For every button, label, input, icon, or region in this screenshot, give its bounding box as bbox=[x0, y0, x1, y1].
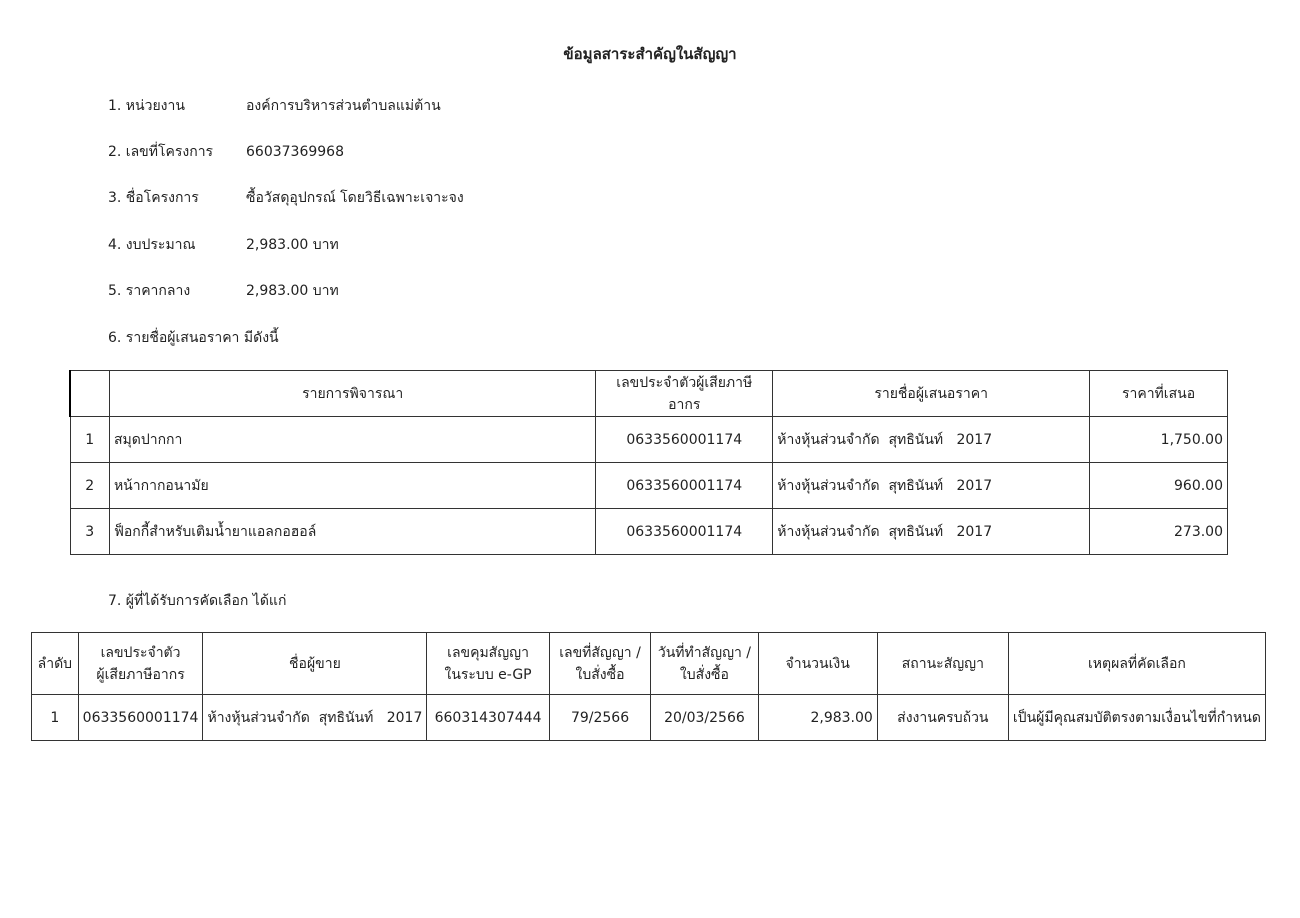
cell-no: 1 bbox=[70, 417, 109, 463]
cell-contract: 79/2566 bbox=[549, 695, 651, 741]
info-value: 2,983.00 บาท bbox=[246, 283, 339, 299]
cell-status: ส่งงานครบถ้วน bbox=[877, 695, 1008, 741]
header-tax-id-line2: ผู้เสียภาษีอากร bbox=[96, 666, 185, 683]
cell-amount: 2,983.00 bbox=[758, 695, 877, 741]
cell-bidder: ห้างหุ้นส่วนจำกัด สุทธินันท์ 2017 bbox=[773, 463, 1090, 509]
header-seller: ชื่อผู้ขาย bbox=[203, 633, 427, 695]
header-tax-id: เลขประจำตัวผู้เสียภาษีอากร bbox=[596, 371, 773, 417]
header-contract bbox=[549, 633, 651, 695]
winner-table bbox=[31, 632, 1266, 741]
header-date bbox=[651, 633, 758, 695]
cell-seller: ห้างหุ้นส่วนจำกัด สุทธินันท์ 2017 bbox=[203, 695, 427, 741]
table-row bbox=[70, 417, 1228, 463]
cell-reason: เป็นผู้มีคุณสมบัติตรงตามเงื่อนไขที่กำหนด bbox=[1008, 695, 1265, 741]
header-egp-line2: ในระบบ e-GP bbox=[444, 666, 532, 683]
winner-heading: 7. ผู้ที่ได้รับการคัดเลือก ได้แก่ bbox=[108, 593, 287, 609]
header-price: ราคาที่เสนอ bbox=[1090, 371, 1228, 417]
info-label: 5. ราคากลาง bbox=[108, 283, 191, 299]
header-tax-id-line1: เลขประจำตัว bbox=[100, 644, 181, 661]
table-row bbox=[70, 509, 1228, 555]
header-reason: เหตุผลที่คัดเลือก bbox=[1008, 633, 1265, 695]
bidders-heading: 6. รายชื่อผู้เสนอราคา มีดังนี้ bbox=[108, 330, 279, 346]
document-title: ข้อมูลสาระสำคัญในสัญญา bbox=[563, 45, 737, 63]
info-label: 2. เลขที่โครงการ bbox=[108, 144, 214, 160]
info-value: ซื้อวัสดุอุปกรณ์ โดยวิธีเฉพาะเจาะจง bbox=[246, 190, 464, 206]
header-egp-line1: เลขคุมสัญญา bbox=[447, 644, 529, 661]
cell-bidder: ห้างหุ้นส่วนจำกัด สุทธินันท์ 2017 bbox=[773, 417, 1090, 463]
info-value: 66037369968 bbox=[246, 144, 344, 160]
header-date-line2: ใบสั่งซื้อ bbox=[679, 666, 729, 683]
cell-no: 1 bbox=[32, 695, 79, 741]
cell-no: 2 bbox=[70, 463, 109, 509]
table-row bbox=[32, 695, 1266, 741]
cell-item: ฟ็อกกี้สำหรับเติมน้ำยาแอลกอฮอล์ bbox=[109, 509, 595, 555]
cell-item: สมุดปากกา bbox=[109, 417, 595, 463]
info-label: 1. หน่วยงาน bbox=[108, 98, 185, 114]
header-status: สถานะสัญญา bbox=[877, 633, 1008, 695]
info-label: 4. งบประมาณ bbox=[108, 237, 196, 253]
cell-price: 273.00 bbox=[1090, 509, 1228, 555]
info-label: 3. ชื่อโครงการ bbox=[108, 190, 199, 206]
header-amount: จำนวนเงิน bbox=[758, 633, 877, 695]
cell-tax-id: 0633560001174 bbox=[78, 695, 203, 741]
cell-price: 960.00 bbox=[1090, 463, 1228, 509]
header-no bbox=[70, 371, 109, 417]
cell-date: 20/03/2566 bbox=[651, 695, 758, 741]
cell-no: 3 bbox=[70, 509, 109, 555]
cell-egp: 660314307444 bbox=[427, 695, 549, 741]
header-tax-id bbox=[78, 633, 203, 695]
table-header-row bbox=[32, 633, 1266, 695]
table-header-row bbox=[70, 371, 1228, 417]
cell-tax-id: 0633560001174 bbox=[596, 509, 773, 555]
header-egp bbox=[427, 633, 549, 695]
header-contract-line2: ใบสั่งซื้อ bbox=[575, 666, 625, 683]
header-contract-line1: เลขที่สัญญา / bbox=[559, 644, 641, 661]
bidders-table bbox=[69, 370, 1228, 555]
table-row bbox=[70, 463, 1228, 509]
header-bidder: รายชื่อผู้เสนอราคา bbox=[773, 371, 1090, 417]
header-no: ลำดับ bbox=[32, 633, 79, 695]
cell-item: หน้ากากอนามัย bbox=[109, 463, 595, 509]
info-value: 2,983.00 บาท bbox=[246, 237, 339, 253]
cell-tax-id: 0633560001174 bbox=[596, 463, 773, 509]
info-value: องค์การบริหารส่วนตำบลแม่ต้าน bbox=[246, 98, 441, 114]
cell-tax-id: 0633560001174 bbox=[596, 417, 773, 463]
header-item: รายการพิจารณา bbox=[109, 371, 595, 417]
header-date-line1: วันที่ทำสัญญา / bbox=[657, 644, 752, 661]
cell-price: 1,750.00 bbox=[1090, 417, 1228, 463]
cell-bidder: ห้างหุ้นส่วนจำกัด สุทธินันท์ 2017 bbox=[773, 509, 1090, 555]
